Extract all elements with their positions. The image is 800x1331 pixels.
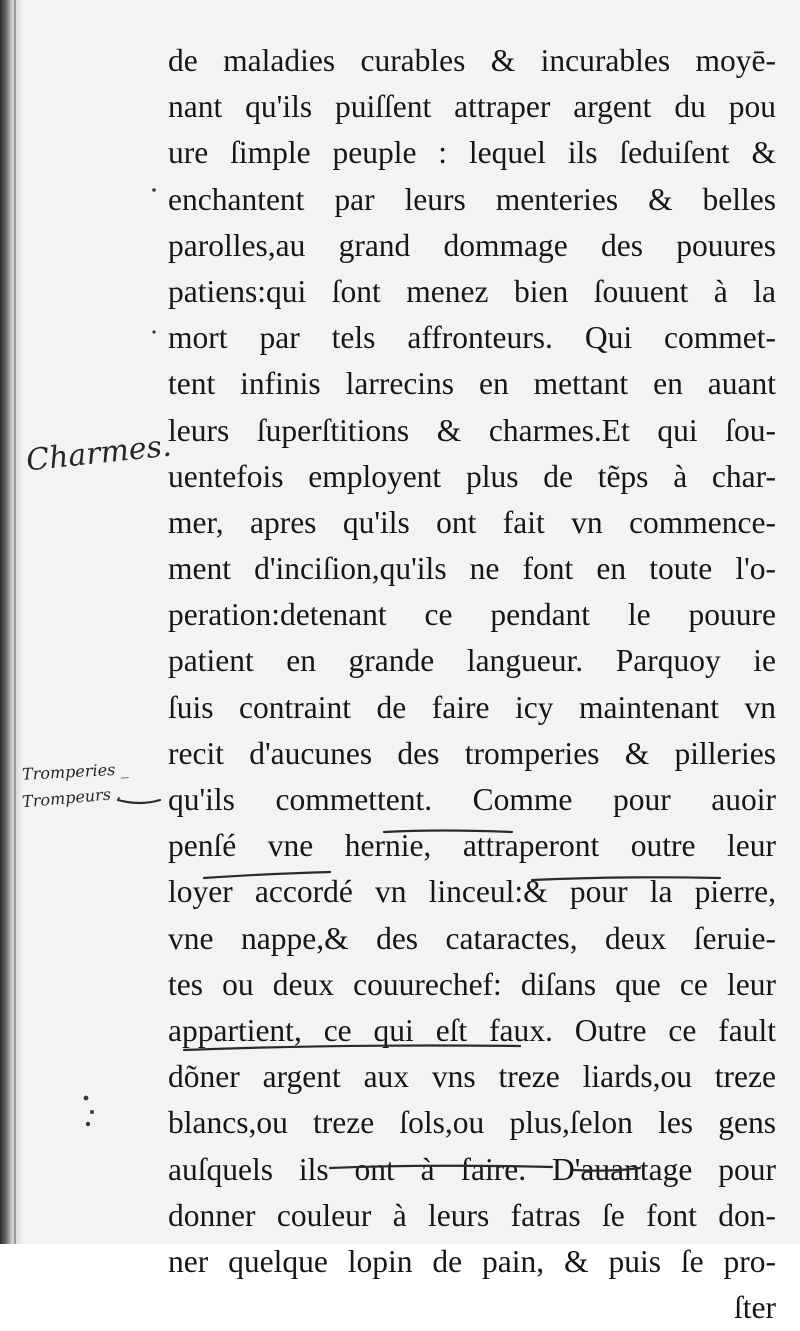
text-line: patient en grande langueur. Parquoy ie <box>168 643 776 679</box>
ink-dot <box>152 330 155 333</box>
text-line: tes ou deux couurechef: diſans que ce leur <box>168 966 776 1002</box>
text-line: ſuis contraint de faire icy maintenant vn <box>168 689 776 725</box>
ink-dot <box>90 1110 94 1114</box>
text-line: enchantent par leurs menteries & belles <box>168 181 776 217</box>
underline-seruietes <box>532 877 720 880</box>
underline-linceul <box>384 831 512 833</box>
text-line: ure ſimple peuple : lequel ils ſeduiſent & <box>168 135 776 171</box>
text-line: donner couleur à leurs fatras ſe font don- <box>168 1197 776 1233</box>
text-line: ment d'inciſion,qu'ils ne font en toute l'o- <box>168 551 776 587</box>
marginal-note-trompeurs: Trompeurs . <box>21 783 122 812</box>
marginal-note-tromperies: Tromperies _ <box>21 759 129 784</box>
ink-dot <box>84 1096 89 1101</box>
text-line: vne nappe,& des cataractes, deux ſeruie- <box>168 920 776 956</box>
text-line: recit d'aucunes des tromperies & pilleries <box>168 735 776 771</box>
underline-auquels <box>184 1046 520 1051</box>
text-line: qu'ils commettent. Comme pour auoir <box>168 782 776 817</box>
text-line: tent infinis larrecins en mettant en auant <box>168 366 776 402</box>
text-line: de maladies curables & incurables moyē- <box>168 43 776 78</box>
text-line: penſé vne hernie, attraperont outre leur <box>168 828 776 864</box>
marginal-note-charmes: Charmes. <box>24 428 174 479</box>
text-line: mer, apres qu'ils ont fait vn commence- <box>168 504 776 540</box>
catchword: ſter <box>734 1290 776 1326</box>
text-line: ner quelque lopin de pain, & puis ſe pro- <box>168 1243 776 1279</box>
underline-pro <box>574 1168 640 1171</box>
text-line: mort par tels affronteurs. Qui commet- <box>168 320 776 356</box>
text-line: leurs ſuperſtitions & charmes.Et qui ſou- <box>168 412 776 448</box>
text-line: auſquels ils ont à faire. D'auantage pour <box>168 1151 776 1187</box>
text-line: appartient, ce qui eſt faux. Outre ce fault <box>168 1012 776 1048</box>
ink-dot <box>86 1122 90 1126</box>
text-line: loyer accordé vn linceul:& pour la pierre, <box>168 874 776 910</box>
text-line: parolles,au grand dommage des pouures <box>168 227 776 263</box>
margin-flourish <box>118 800 160 803</box>
underline-lopin <box>330 1166 552 1168</box>
text-line: patiens:qui ſont menez bien ſouuent à la <box>168 273 776 309</box>
text-line: nant qu'ils puiſſent attraper argent du pou <box>168 89 776 125</box>
text-line: uentefois employent plus de tẽps à char- <box>168 458 776 494</box>
text-line: blancs,ou treze ſols,ou plus,ſelon les gens <box>168 1105 776 1141</box>
text-line: peration:detenant ce pendant le pouure <box>168 597 776 633</box>
ink-dot <box>152 188 156 192</box>
text-line: dõner argent aux vns treze liards,ou treze <box>168 1059 776 1095</box>
underline-nappe <box>204 872 330 878</box>
